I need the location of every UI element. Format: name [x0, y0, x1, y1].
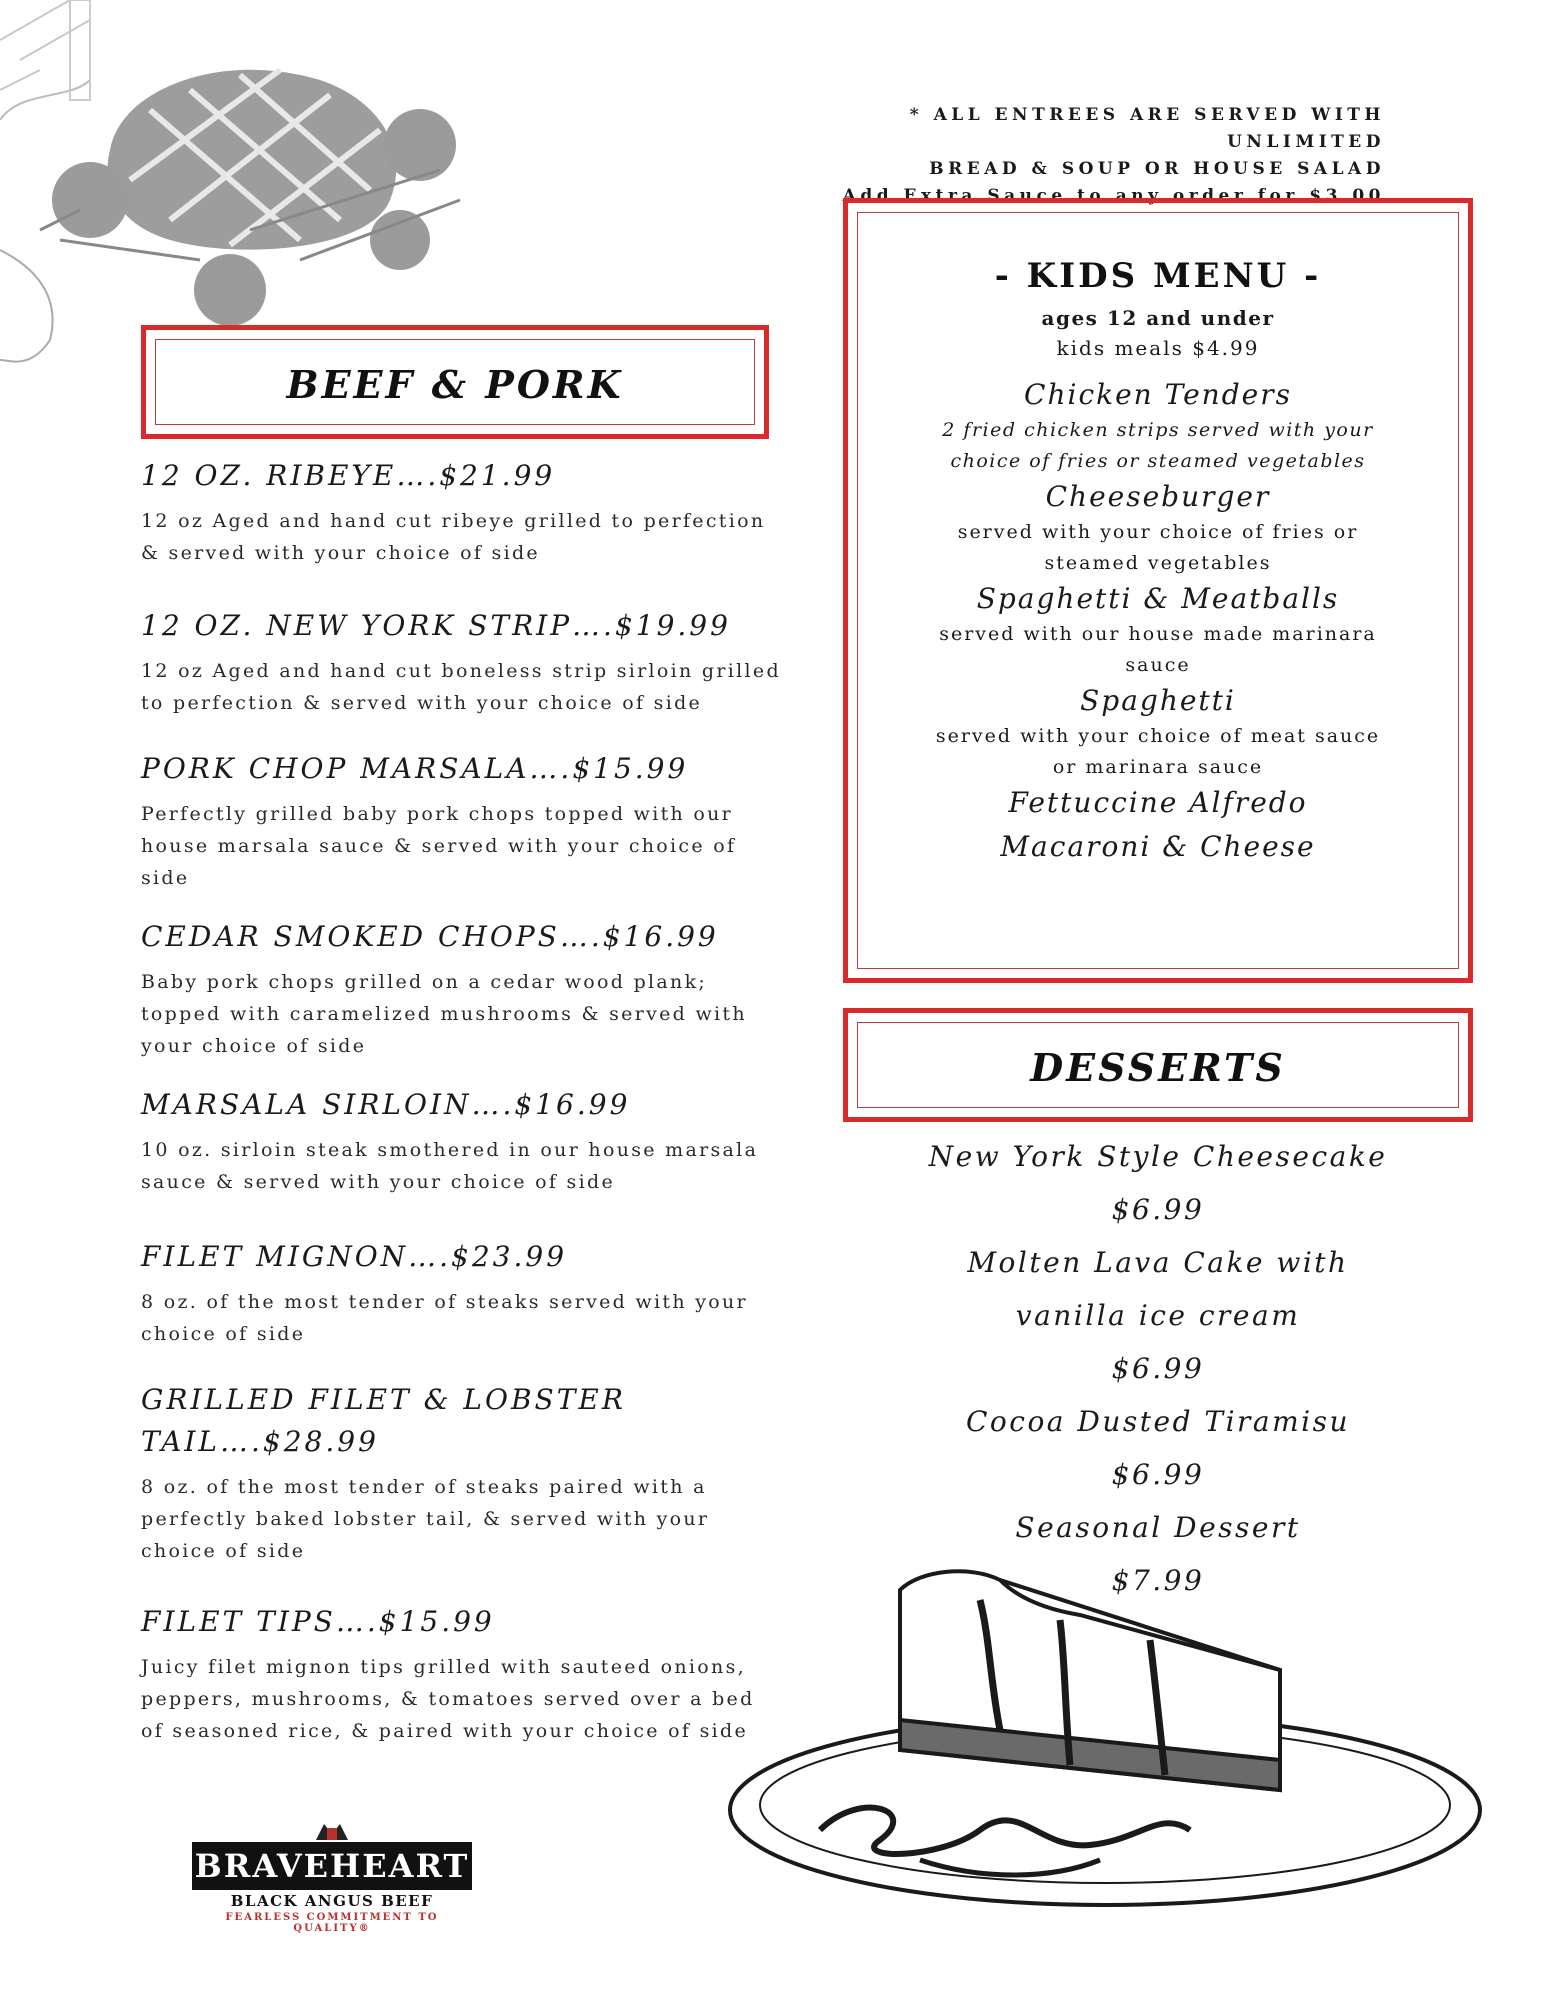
crest-icon: [312, 1820, 352, 1844]
cheesecake-sketch-icon: [720, 1560, 1500, 1920]
steak-sketch-icon: [0, 0, 480, 380]
menu-item: [141, 1236, 781, 1379]
dessert-line: $6.99: [1111, 1352, 1205, 1385]
kids-item-desc: 2 fried chicken strips served with your choice of fries or steamed vegetables: [942, 419, 1374, 472]
notice-line-2: BREAD & SOUP OR HOUSE SALAD: [929, 159, 1385, 179]
dessert-line: Cocoa Dusted Tiramisu: [965, 1405, 1351, 1438]
desserts-list: [843, 1130, 1473, 1607]
menu-item: [141, 605, 781, 748]
kids-price: kids meals $4.99: [1056, 336, 1260, 360]
item-desc: 12 oz Aged and hand cut ribeye grilled to perfection & served with your choice of side: [141, 510, 766, 564]
notice-line-3: Add Extra Sauce to any order for $3.00: [842, 186, 1385, 206]
dessert-line: $6.99: [1111, 1458, 1205, 1491]
dessert-line: Molten Lava Cake with: [967, 1246, 1349, 1279]
dessert-line: New York Style Cheesecake: [928, 1140, 1388, 1173]
braveheart-logo: [192, 1818, 472, 1934]
dessert-line: $7.99: [1111, 1564, 1205, 1597]
kids-item-name: Spaghetti: [1080, 684, 1236, 717]
item-title: MARSALA SIRLOIN….$16.99: [141, 1088, 631, 1121]
kids-menu-title: - KIDS MENU -: [994, 256, 1322, 296]
kids-item: [848, 783, 1468, 823]
kids-item-name: Cheeseburger: [1045, 480, 1271, 513]
logo-tagline: FEARLESS COMMITMENT TO QUALITY®: [225, 1912, 439, 1934]
kids-item-desc: served with your choice of meat sauce or marinara sauce: [935, 725, 1381, 778]
kids-menu-box: [843, 198, 1473, 983]
kids-item: [848, 477, 1468, 579]
kids-item: [848, 579, 1468, 681]
kids-item-name: Fettuccine Alfredo: [1008, 786, 1308, 819]
item-title: FILET MIGNON….$23.99: [141, 1240, 568, 1273]
item-title: CEDAR SMOKED CHOPS….$16.99: [141, 920, 719, 953]
entree-notice: [765, 102, 1385, 210]
item-title: PORK CHOP MARSALA….$15.99: [141, 752, 689, 785]
dessert-line: vanilla ice cream: [1015, 1299, 1301, 1332]
item-desc: Juicy filet mignon tips grilled with sauteed onions, peppers, mushrooms, & tomatoes served over a bed of seasoned rice, & paired with your choice of side: [141, 1656, 755, 1742]
logo-sub: BLACK ANGUS BEEF: [230, 1892, 434, 1910]
beef-pork-items: [141, 455, 781, 1747]
beef-pork-header-box: [141, 325, 769, 439]
item-desc: Baby pork chops grilled on a cedar wood plank; topped with caramelized mushrooms & served with your choice of side: [141, 971, 747, 1057]
kids-item-name: Chicken Tenders: [1024, 378, 1292, 411]
kids-item: [848, 375, 1468, 477]
menu-item: [141, 1379, 781, 1601]
dessert-line: Seasonal Dessert: [1015, 1511, 1301, 1544]
kids-item-desc: served with our house made marinara sauce: [939, 623, 1377, 676]
kids-item-name: Macaroni & Cheese: [1000, 830, 1316, 863]
menu-item: [141, 1084, 781, 1236]
kids-item-name: Spaghetti & Meatballs: [976, 582, 1340, 615]
dessert-line: $6.99: [1111, 1193, 1205, 1226]
menu-item: [141, 1601, 781, 1747]
item-title: FILET TIPS….$15.99: [141, 1605, 495, 1638]
notice-line-1: * ALL ENTREES ARE SERVED WITH UNLIMITED: [909, 105, 1385, 152]
item-desc: 10 oz. sirloin steak smothered in our house marsala sauce & served with your choice of side: [141, 1139, 759, 1193]
menu-item: [141, 455, 781, 605]
item-desc: Perfectly grilled baby pork chops topped with our house marsala sauce & served with your choice of side: [141, 803, 737, 889]
beef-pork-title: BEEF & PORK: [286, 362, 624, 407]
item-desc: 8 oz. of the most tender of steaks paired with a perfectly baked lobster tail, & served with your choice of side: [141, 1476, 710, 1562]
item-desc: 12 oz Aged and hand cut boneless strip sirloin grilled to perfection & served with your choice of side: [141, 660, 781, 714]
item-title: 12 OZ. RIBEYE….$21.99: [141, 459, 556, 492]
item-title: 12 OZ. NEW YORK STRIP….$19.99: [141, 609, 731, 642]
kids-item: [848, 827, 1468, 867]
menu-item: [141, 916, 781, 1084]
kids-item-desc: served with your choice of fries or steamed vegetables: [957, 521, 1359, 574]
logo-brand: BRAVEHEART: [192, 1842, 472, 1890]
kids-item: [848, 681, 1468, 783]
item-desc: 8 oz. of the most tender of steaks served with your choice of side: [141, 1291, 748, 1345]
desserts-title: DESSERTS: [1030, 1045, 1286, 1090]
menu-item: [141, 748, 781, 916]
kids-ages: ages 12 and under: [1041, 306, 1275, 330]
item-title: GRILLED FILET & LOBSTER TAIL….$28.99: [141, 1383, 626, 1458]
desserts-header-box: [843, 1008, 1473, 1122]
